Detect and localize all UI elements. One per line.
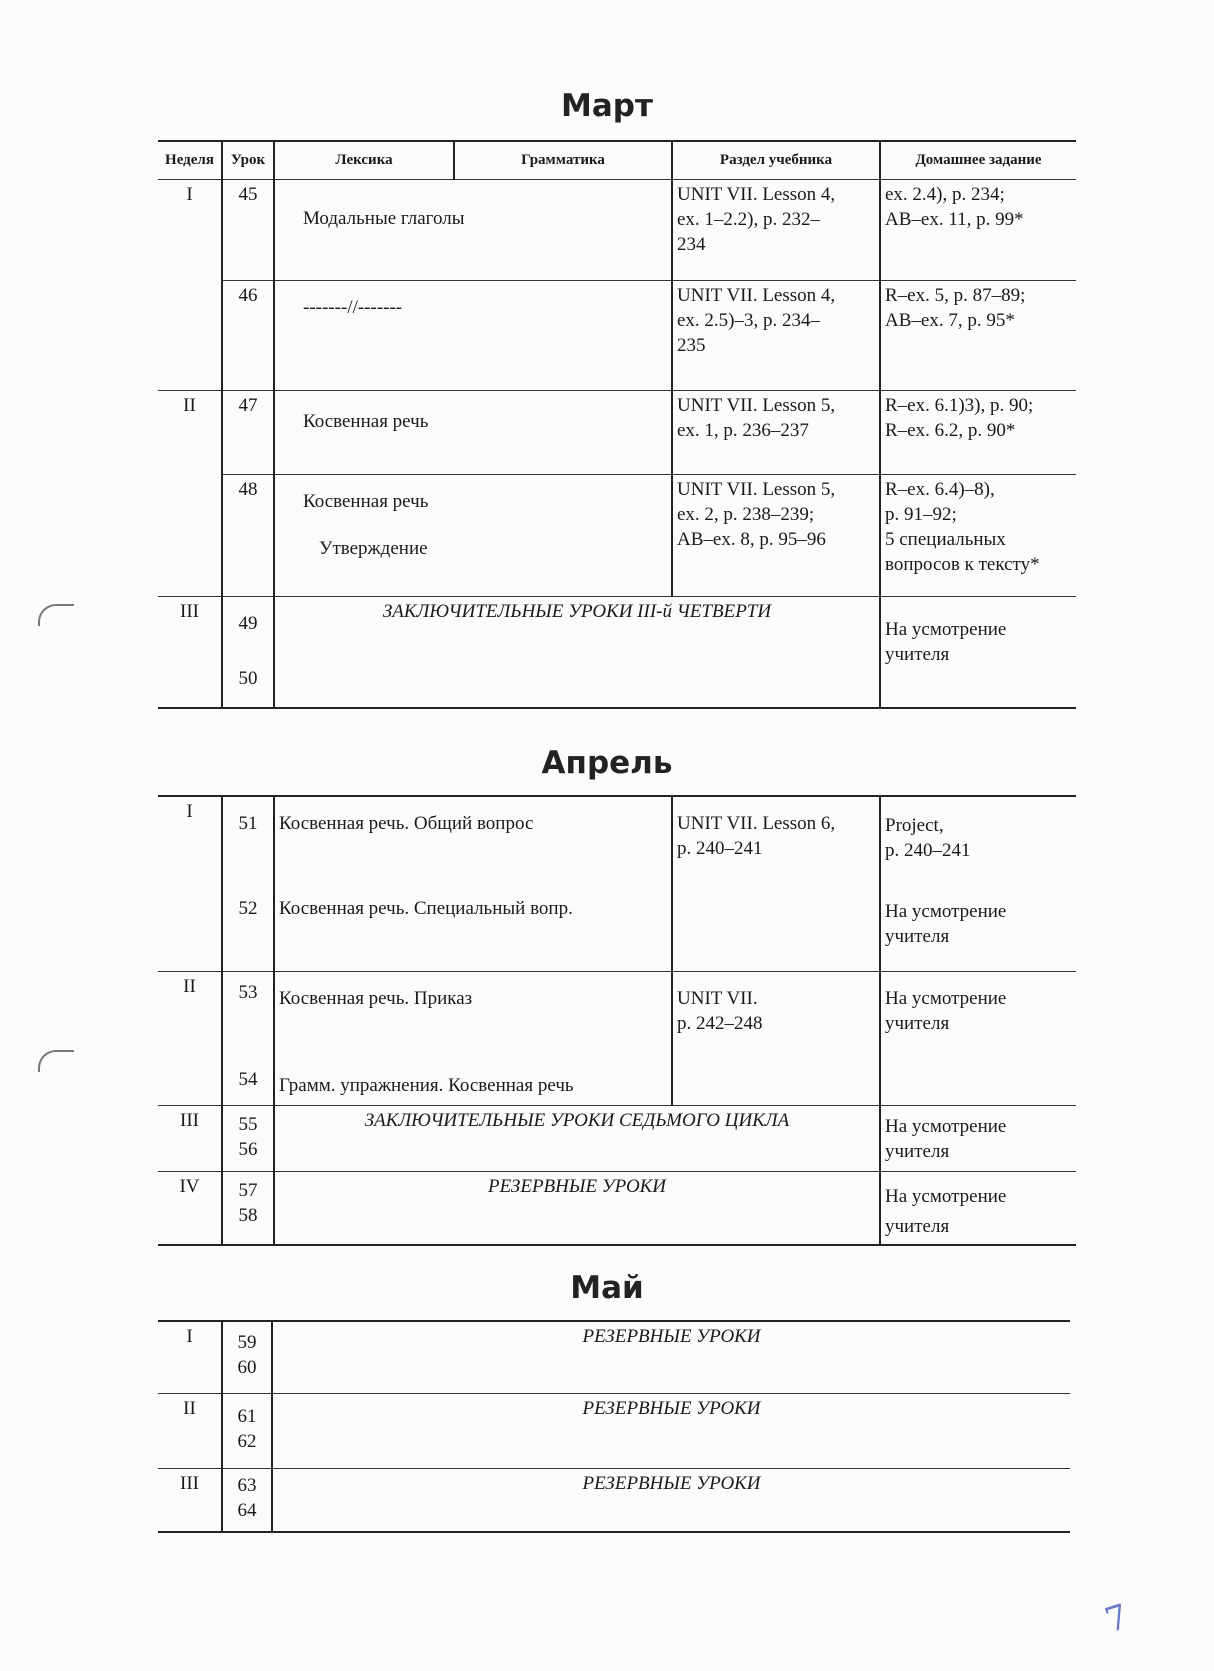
lesson-numbers [222, 1393, 272, 1468]
homework-line: учителя [885, 1012, 950, 1034]
lesson-topic [274, 971, 672, 1105]
table-row [158, 390, 1076, 474]
homework-line: R–ex. 6.2, p. 90* [885, 419, 1016, 441]
lesson-number: 55 [238, 1113, 258, 1135]
table-row [158, 474, 1076, 596]
final-lessons-title: ЗАКЛЮЧИТЕЛЬНЫЕ УРОКИ СЕДЬМОГО ЦИКЛА [274, 1105, 880, 1171]
lesson-number: 48 [222, 474, 274, 596]
lesson-number: 49 [238, 612, 258, 634]
april-table [158, 795, 1076, 1246]
homework-line: На усмотрение [885, 987, 1007, 1009]
may-table [158, 1320, 1070, 1533]
lesson-numbers [222, 596, 274, 708]
section-line: UNIT VII. Lesson 5, [677, 478, 836, 500]
lesson-number: 46 [222, 280, 274, 390]
section-line: ex. 1, p. 236–237 [677, 419, 809, 441]
lesson-numbers [222, 1468, 272, 1532]
section-line: ex. 2, p. 238–239; [677, 503, 815, 525]
lesson-topic: Косвенная речь [274, 390, 672, 474]
homework-line: p. 91–92; [885, 503, 957, 525]
textbook-section [672, 971, 880, 1105]
lesson-number: 56 [238, 1138, 258, 1160]
lesson-number: 47 [222, 390, 274, 474]
homework-line: R–ex. 6.1)3), p. 90; [885, 394, 1034, 416]
month-title-march: Март [561, 88, 653, 124]
homework-line: На усмотрение [885, 618, 1007, 640]
table-row [158, 1321, 1070, 1393]
section-line: ex. 2.5)–3, p. 234– [677, 309, 821, 331]
lesson-topic: Модальные глаголы [274, 179, 672, 280]
homework-line: ex. 2.4), p. 234; [885, 183, 1005, 205]
table-row [158, 1393, 1070, 1468]
lesson-number: 50 [238, 667, 258, 689]
section-line: 235 [677, 334, 706, 356]
lesson-number: 45 [222, 179, 274, 280]
week-label: I [158, 796, 222, 971]
reserve-lessons-title: РЕЗЕРВНЫЕ УРОКИ [582, 1472, 761, 1494]
section-line: UNIT VII. [677, 987, 758, 1009]
month-title-april: Апрель [541, 745, 673, 781]
lesson-number: 64 [237, 1499, 257, 1521]
homework-line: AB–ex. 7, p. 95* [885, 309, 1015, 331]
lesson-number: 59 [237, 1332, 257, 1353]
week-label: III [158, 1468, 222, 1532]
final-lessons-title: ЗАКЛЮЧИТЕЛЬНЫЕ УРОКИ III-й ЧЕТВЕРТИ [274, 596, 880, 708]
topic-line: Утверждение [319, 537, 428, 559]
table-row [158, 971, 1076, 1105]
homework-line: На усмотрение [885, 1115, 1007, 1137]
section-line: UNIT VII. Lesson 6, [677, 813, 836, 834]
lesson-numbers [222, 1171, 274, 1245]
lesson-number: 53 [238, 981, 258, 1003]
homework [880, 1105, 1076, 1171]
lesson-topic [274, 474, 672, 596]
homework-line: учителя [885, 643, 950, 665]
lesson-number: 54 [238, 1068, 258, 1090]
section-line: p. 240–241 [677, 838, 763, 859]
month-title-may: Май [570, 1270, 644, 1306]
homework [880, 390, 1076, 474]
section-line: UNIT VII. Lesson 4, [677, 284, 836, 306]
homework-line: учителя [885, 1140, 950, 1162]
week-label: III [158, 1105, 222, 1171]
homework-line: R–ex. 5, p. 87–89; [885, 284, 1026, 306]
margin-mark [38, 1050, 74, 1072]
lesson-numbers [222, 796, 274, 971]
homework-line: AB–ex. 11, p. 99* [885, 208, 1024, 230]
week-label: I [158, 179, 222, 390]
week-label: III [158, 596, 222, 708]
week-label: I [158, 1321, 222, 1393]
topic-line: Грамм. упражнения. Косвенная речь [279, 1074, 574, 1096]
lesson-number: 52 [238, 898, 258, 919]
lesson-topic: -------//------- [274, 280, 672, 390]
week-label: II [158, 390, 222, 596]
week-label: II [158, 971, 222, 1105]
header-week: Неделя [158, 141, 222, 179]
reserve-lessons-title: РЕЗЕРВНЫЕ УРОКИ [272, 1393, 1070, 1468]
textbook-section [672, 390, 880, 474]
section-line: AB–ex. 8, p. 95–96 [677, 528, 826, 550]
section-line: p. 242–248 [677, 1012, 763, 1034]
week-label: II [158, 1393, 222, 1468]
homework-line: вопросов к тексту* [885, 553, 1040, 575]
topic-line: Косвенная речь. Специальный вопр. [279, 898, 573, 919]
lesson-number: 63 [237, 1474, 257, 1496]
homework [880, 971, 1076, 1105]
table-row [158, 1105, 1076, 1171]
homework [880, 179, 1076, 280]
section-line: UNIT VII. Lesson 5, [677, 394, 836, 416]
header-lesson: Урок [222, 141, 274, 179]
homework [880, 1171, 1076, 1245]
homework-line: Project, [885, 815, 944, 836]
homework-line: R–ex. 6.4)–8), [885, 478, 995, 500]
header-vocabulary: Лексика [274, 141, 454, 179]
lesson-number: 60 [237, 1357, 257, 1378]
textbook-section [672, 179, 880, 280]
table-row [158, 1468, 1070, 1532]
homework [880, 596, 1076, 708]
reserve-lessons-title: РЕЗЕРВНЫЕ УРОКИ [272, 1321, 1070, 1393]
header-grammar: Грамматика [454, 141, 672, 179]
header-section: Раздел учебника [672, 141, 880, 179]
section-line: 234 [677, 233, 706, 255]
homework [880, 796, 1076, 971]
march-table [158, 140, 1076, 709]
section-line: UNIT VII. Lesson 4, [677, 183, 836, 205]
lesson-number: 61 [237, 1405, 257, 1427]
lesson-numbers [222, 1105, 274, 1171]
lesson-numbers [222, 1321, 272, 1393]
lesson-topic [274, 796, 672, 971]
lesson-number: 62 [237, 1430, 257, 1452]
textbook-section [672, 280, 880, 390]
table-row [158, 596, 1076, 708]
reserve-lessons-title: РЕЗЕРВНЫЕ УРОКИ [274, 1171, 880, 1245]
textbook-section [672, 474, 880, 596]
topic-line: Косвенная речь. Общий вопрос [279, 813, 534, 834]
lesson-number: 51 [238, 813, 258, 834]
homework [880, 280, 1076, 390]
lesson-numbers [222, 971, 274, 1105]
lesson-number: 57 [238, 1179, 258, 1201]
table-row [158, 796, 1076, 971]
header-homework: Домашнее задание [880, 141, 1076, 179]
homework-line: учителя [885, 1215, 950, 1237]
homework-line: учителя [885, 926, 950, 947]
homework [880, 474, 1076, 596]
homework-line: На усмотрение [885, 901, 1007, 922]
table-row [158, 280, 1076, 390]
lesson-number: 58 [238, 1204, 258, 1226]
textbook-section [672, 796, 880, 971]
header-row [158, 141, 1076, 179]
page-number-mark: 7 [1100, 1596, 1134, 1642]
section-line: ex. 1–2.2), p. 232– [677, 208, 821, 230]
homework-line: 5 специальных [885, 528, 1006, 550]
table-row [158, 179, 1076, 280]
topic-line: Косвенная речь [303, 490, 429, 512]
margin-mark [38, 604, 74, 626]
table-row [158, 1171, 1076, 1245]
homework-line: p. 240–241 [885, 840, 971, 861]
topic-line: Косвенная речь. Приказ [279, 987, 473, 1009]
week-label: IV [158, 1171, 222, 1245]
homework-line: На усмотрение [885, 1185, 1007, 1207]
